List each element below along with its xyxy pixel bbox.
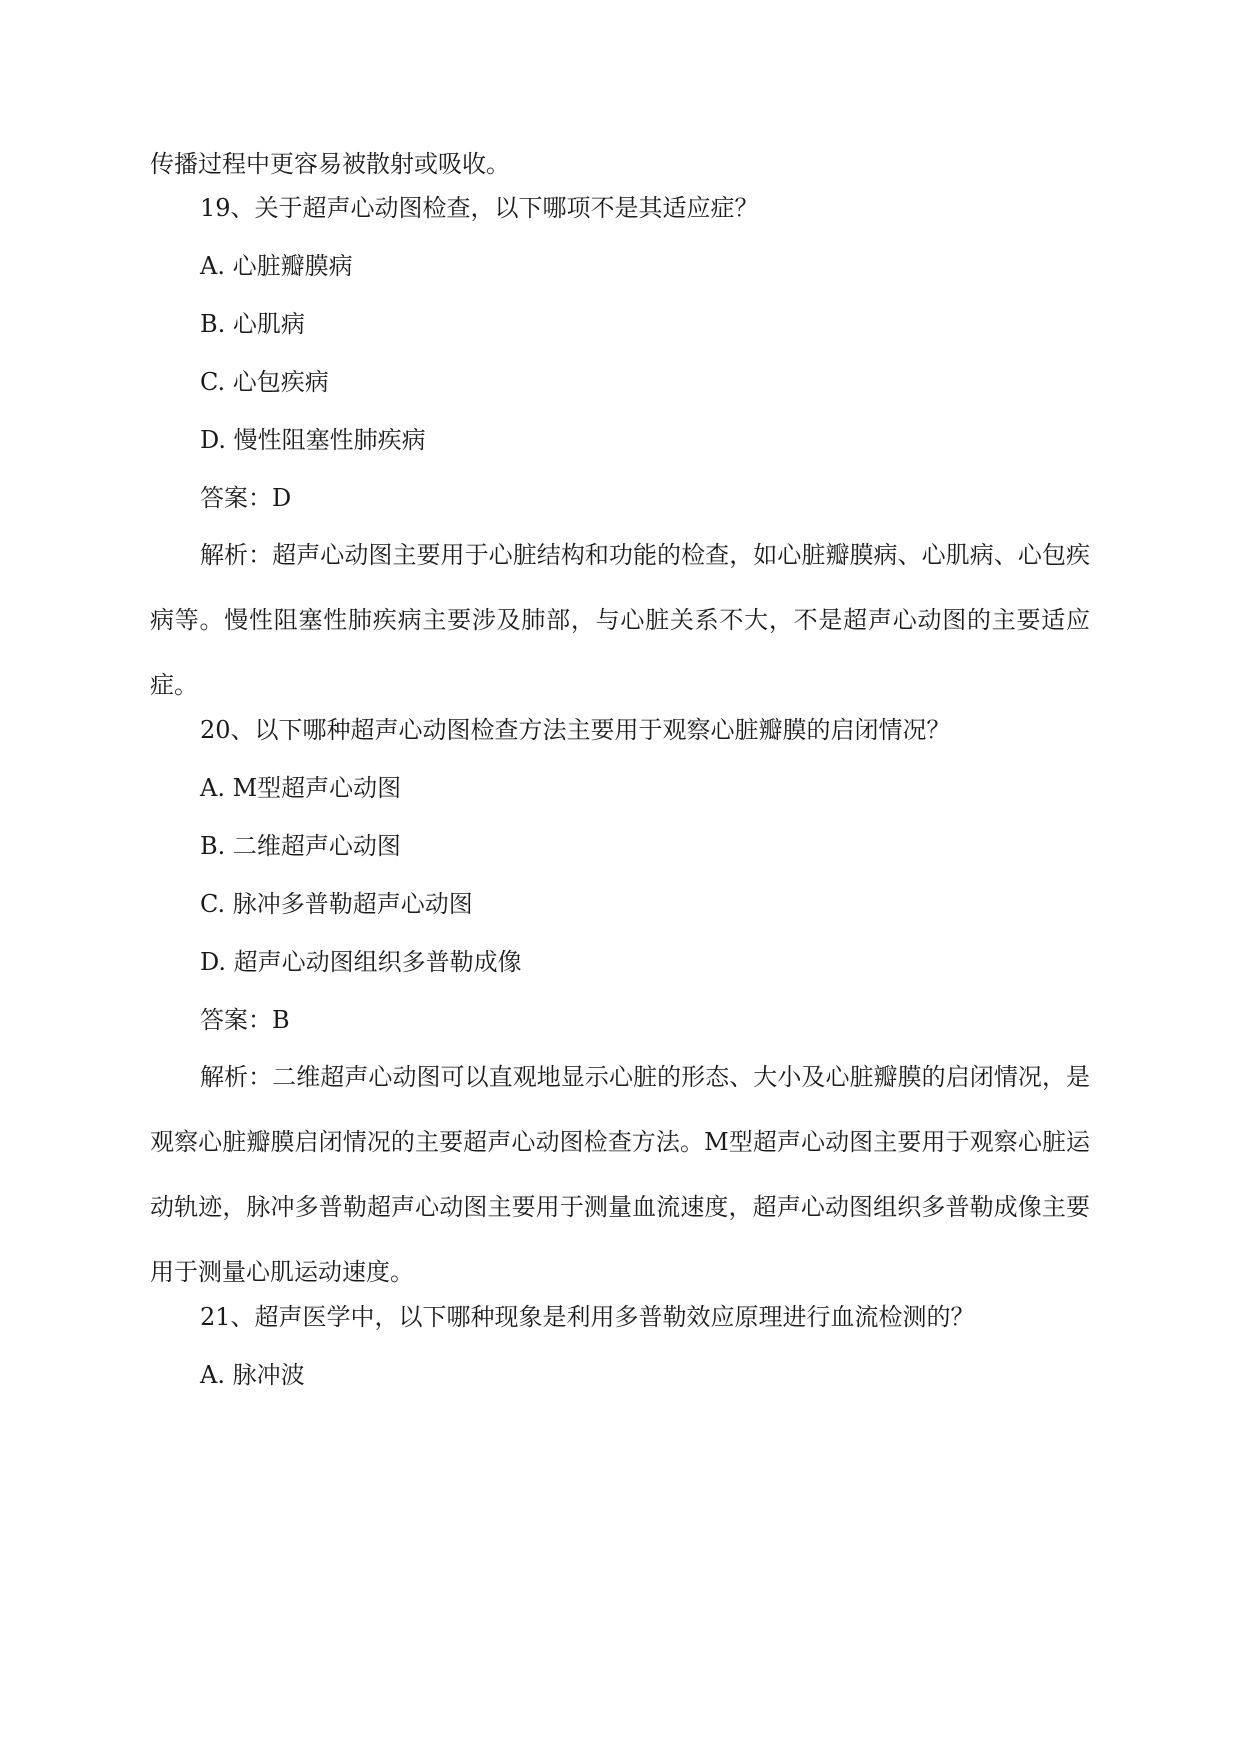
question-19-answer: 答案：D [200, 484, 292, 512]
question-19-option-d: D. 慢性阻塞性肺疾病 [200, 426, 426, 454]
question-19-option-c: C. 心包疾病 [200, 368, 329, 396]
question-20-answer: 答案：B [200, 1006, 290, 1034]
question-19-option-b: B. 心肌病 [200, 310, 305, 338]
question-19-analysis: 解析：超声心动图主要用于心脏结构和功能的检查，如心脏瓣膜病、心肌病、心包疾病等。慢性阻塞性肺疾病主要涉及肺部，与心脏关系不大，不是超声心动图的主要适应症。 [150, 541, 1090, 699]
question-20-stem: 20、以下哪种超声心动图检查方法主要用于观察心脏瓣膜的启闭情况？ [200, 716, 951, 744]
question-20-option-a: A. M型超声心动图 [200, 774, 402, 802]
question-20-option-c: C. 脉冲多普勒超声心动图 [200, 890, 473, 918]
question-21-stem: 21、超声医学中，以下哪种现象是利用多普勒效应原理进行血流检测的？ [200, 1303, 975, 1331]
continuation-text: 传播过程中更容易被散射或吸收。 [150, 150, 510, 178]
question-21-option-a: A. 脉冲波 [200, 1361, 305, 1389]
question-20-option-b: B. 二维超声心动图 [200, 832, 401, 860]
question-20-analysis: 解析：二维超声心动图可以直观地显示心脏的形态、大小及心脏瓣膜的启闭情况，是观察心脏瓣膜启闭情况的主要超声心动图检查方法。M型超声心动图主要用于观察心脏运动轨迹，脉冲多普勒超声心动图主要用于测量血流速度，超声心动图组织多普勒成像主要用于测量心肌运动速度。 [150, 1063, 1090, 1286]
question-19-option-a: A. 心脏瓣膜病 [200, 252, 353, 280]
question-20-option-d: D. 超声心动图组织多普勒成像 [200, 948, 522, 976]
question-19-stem: 19、关于超声心动图检查，以下哪项不是其适应症？ [200, 194, 759, 222]
